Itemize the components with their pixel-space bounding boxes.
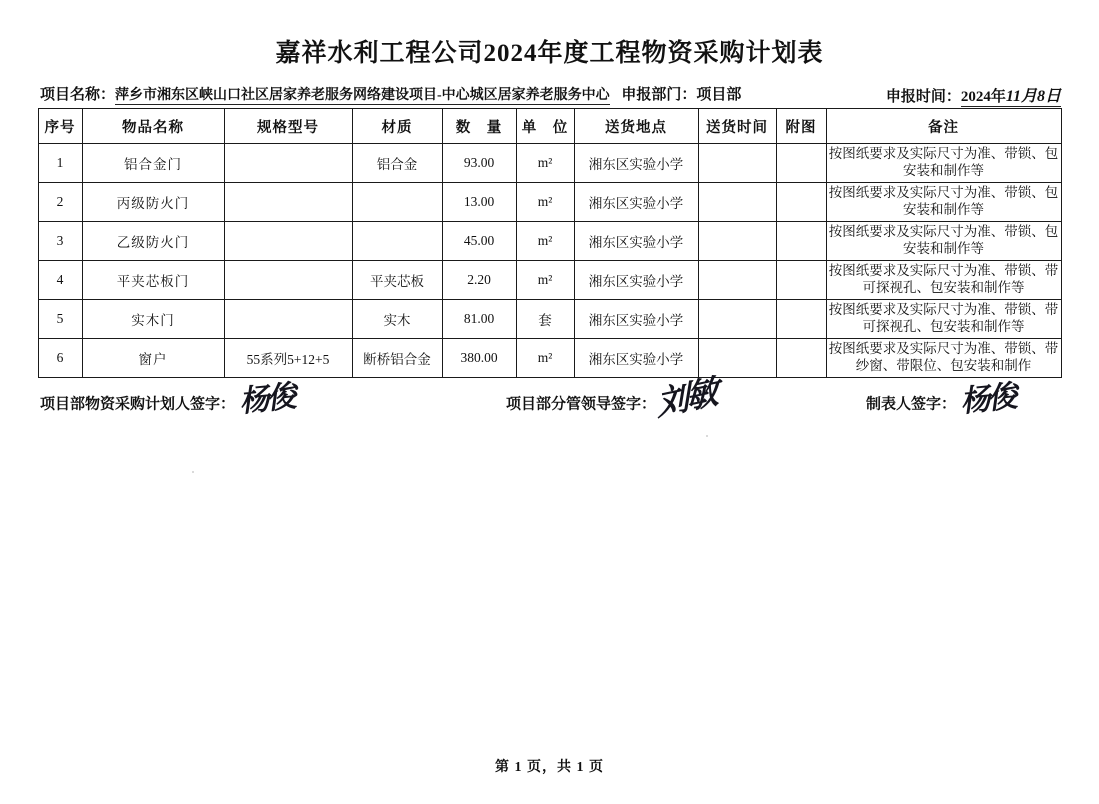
cell-no: 3 <box>38 222 82 261</box>
cell-remark: 按图纸要求及实际尺寸为准、带锁、包安装和制作等 <box>826 183 1061 222</box>
apply-date <box>886 83 1061 106</box>
cell-spec <box>224 261 352 300</box>
cell-qty: 2.20 <box>442 261 516 300</box>
cell-spec <box>224 300 352 339</box>
cell-no: 1 <box>38 144 82 183</box>
cell-unit: m² <box>516 222 574 261</box>
department-value: 项目部 <box>696 87 742 103</box>
cell-qty: 81.00 <box>442 300 516 339</box>
cell-unit: m² <box>516 144 574 183</box>
table-row <box>38 339 1061 378</box>
cell-drawing <box>776 300 826 339</box>
cell-spec <box>224 144 352 183</box>
cell-drawing <box>776 183 826 222</box>
leader-signature-block <box>506 374 742 424</box>
document-page <box>0 33 1099 804</box>
cell-no: 5 <box>38 300 82 339</box>
header-drawing: 附图 <box>776 109 826 144</box>
cell-time <box>698 183 776 222</box>
cell-spec: 55系列5+12+5 <box>224 339 352 378</box>
cell-spec <box>224 183 352 222</box>
cell-place: 湘东区实验小学 <box>574 222 698 261</box>
cell-spec <box>224 222 352 261</box>
header-material: 材质 <box>352 109 442 144</box>
page-title: 嘉祥水利工程公司2024年度工程物资采购计划表 <box>275 40 824 67</box>
cell-time <box>698 261 776 300</box>
cell-qty: 380.00 <box>442 339 516 378</box>
cell-unit: m² <box>516 261 574 300</box>
cell-remark: 按图纸要求及实际尺寸为准、带锁、带可探视孔、包安装和制作等 <box>826 261 1061 300</box>
cell-material: 实木 <box>352 300 442 339</box>
header-qty: 数 量 <box>442 109 516 144</box>
table-row <box>38 144 1061 183</box>
cell-drawing <box>776 339 826 378</box>
cell-name: 铝合金门 <box>82 144 224 183</box>
cell-material <box>352 183 442 222</box>
project-name-label: 项目名称： <box>40 87 116 103</box>
cell-place: 湘东区实验小学 <box>574 144 698 183</box>
cell-qty: 13.00 <box>442 183 516 222</box>
header-no: 序号 <box>38 109 82 144</box>
planner-signature-label: 项目部物资采购计划人签字： <box>40 396 236 413</box>
table-row <box>38 261 1061 300</box>
header-spec: 规格型号 <box>224 109 352 144</box>
signature-row <box>0 374 1099 438</box>
project-name-value: 萍乡市湘东区峡山口社区居家养老服务网络建设项目-中心城区居家养老服务中心 <box>115 88 610 103</box>
cell-name: 平夹芯板门 <box>82 261 224 300</box>
cell-qty: 93.00 <box>442 144 516 183</box>
cell-material <box>352 222 442 261</box>
planner-signature-block <box>40 380 321 422</box>
maker-signature-block <box>866 380 1042 422</box>
scan-speck <box>706 435 708 437</box>
cell-drawing <box>776 222 826 261</box>
cell-unit: m² <box>516 183 574 222</box>
apply-date-month: 11月 <box>1005 88 1037 105</box>
cell-time <box>698 222 776 261</box>
cell-name: 乙级防火门 <box>82 222 224 261</box>
cell-material: 断桥铝合金 <box>352 339 442 378</box>
header-place: 送货地点 <box>574 109 698 144</box>
cell-name: 丙级防火门 <box>82 183 224 222</box>
header-time: 送货时间 <box>698 109 776 144</box>
cell-material: 铝合金 <box>352 144 442 183</box>
cell-remark: 按图纸要求及实际尺寸为准、带锁、带可探视孔、包安装和制作等 <box>826 300 1061 339</box>
page-footer: 第 1 页，共 1 页 <box>495 760 604 775</box>
cell-no: 6 <box>38 339 82 378</box>
planner-signature-name: 杨俊 <box>237 380 295 419</box>
header-name: 物品名称 <box>82 109 224 144</box>
cell-place: 湘东区实验小学 <box>574 300 698 339</box>
header-unit: 单 位 <box>516 109 574 144</box>
leader-signature-label: 项目部分管领导签字： <box>506 396 657 413</box>
cell-qty: 45.00 <box>442 222 516 261</box>
table-row <box>38 222 1061 261</box>
table-row <box>38 300 1061 339</box>
cell-place: 湘东区实验小学 <box>574 183 698 222</box>
cell-remark: 按图纸要求及实际尺寸为准、带锁、包安装和制作等 <box>826 144 1061 183</box>
cell-name: 窗户 <box>82 339 224 378</box>
cell-name: 实木门 <box>82 300 224 339</box>
table-header-row <box>38 109 1061 144</box>
cell-unit: 套 <box>516 300 574 339</box>
cell-drawing <box>776 144 826 183</box>
procurement-table <box>38 108 1062 378</box>
maker-signature-label: 制表人签字： <box>866 396 957 413</box>
cell-unit: m² <box>516 339 574 378</box>
cell-time <box>698 300 776 339</box>
document-meta-row <box>0 83 1099 104</box>
cell-remark: 按图纸要求及实际尺寸为准、带锁、包安装和制作等 <box>826 222 1061 261</box>
cell-no: 4 <box>38 261 82 300</box>
cell-material: 平夹芯板 <box>352 261 442 300</box>
table-row <box>38 183 1061 222</box>
leader-signature-name: 刘敏 <box>655 374 717 424</box>
header-remark: 备注 <box>826 109 1061 144</box>
department-label: 申报部门： <box>621 87 697 103</box>
cell-place: 湘东区实验小学 <box>574 339 698 378</box>
maker-signature-name: 杨俊 <box>958 380 1016 419</box>
cell-no: 2 <box>38 183 82 222</box>
apply-date-value: 2024年 <box>960 89 1006 105</box>
apply-date-day: 8日 <box>1036 88 1061 105</box>
cell-remark: 按图纸要求及实际尺寸为准、带锁、带纱窗、带限位、包安装和制作 <box>826 339 1061 378</box>
cell-place: 湘东区实验小学 <box>574 261 698 300</box>
scan-speck <box>192 471 194 473</box>
cell-time <box>698 144 776 183</box>
apply-date-label: 申报时间： <box>885 89 961 105</box>
cell-drawing <box>776 261 826 300</box>
